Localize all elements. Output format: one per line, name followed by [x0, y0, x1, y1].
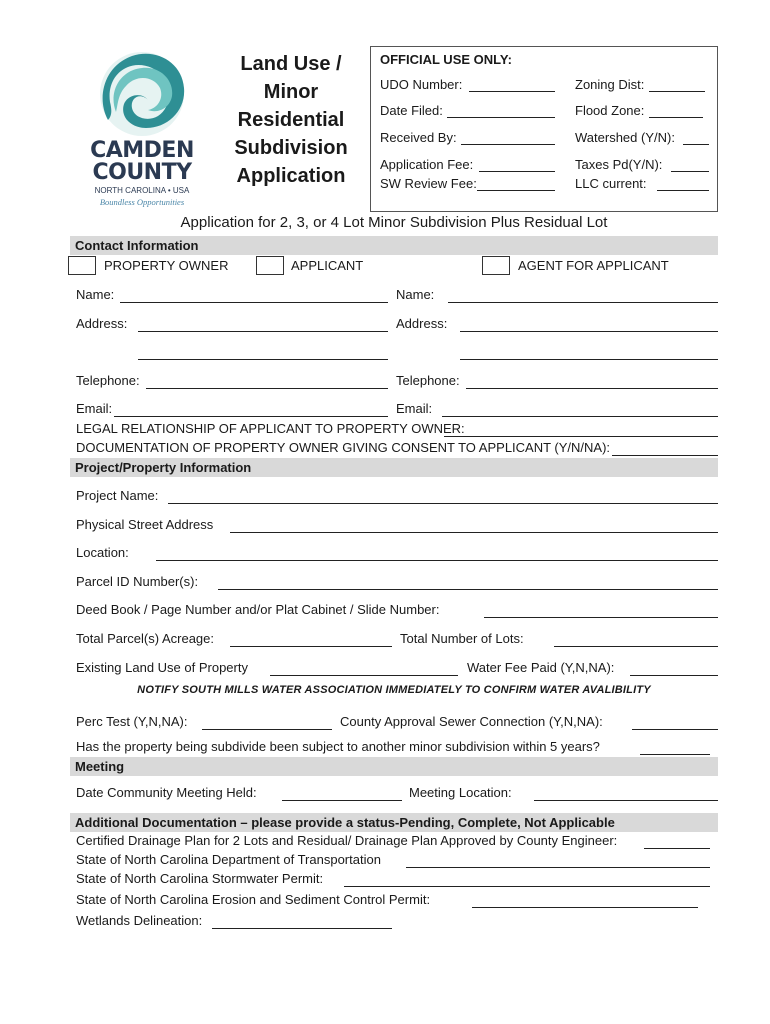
deed-label: Deed Book / Page Number and/or Plat Cabinet / Slide Number:	[76, 602, 440, 617]
title-line: Residential	[237, 109, 345, 131]
llc-field[interactable]	[657, 190, 709, 191]
applicant-address-label: Address:	[396, 316, 448, 331]
perc-label: Perc Test (Y,N,NA):	[76, 714, 188, 729]
title-line: Minor	[263, 81, 319, 103]
drainage-field[interactable]	[644, 848, 710, 849]
erosion-field[interactable]	[472, 907, 698, 908]
title-line: Application	[236, 165, 346, 187]
sw-fee-label: SW Review Fee:	[380, 176, 477, 191]
form-title	[226, 50, 356, 190]
owner-address-line2-field[interactable]	[138, 359, 388, 360]
land-use-field[interactable]	[270, 675, 458, 676]
owner-telephone-field[interactable]	[146, 388, 388, 389]
title-line: Land Use /	[240, 53, 342, 75]
lots-field[interactable]	[554, 646, 718, 647]
project-name-field[interactable]	[168, 503, 718, 504]
property-owner-checkbox[interactable]	[68, 256, 96, 275]
meeting-date-label: Date Community Meeting Held:	[76, 785, 257, 800]
owner-email-field[interactable]	[114, 416, 388, 417]
logo-name-line1: CAMDEN	[90, 138, 194, 163]
owner-name-field[interactable]	[120, 302, 388, 303]
sw-fee-field[interactable]	[477, 190, 555, 191]
parcel-id-label: Parcel ID Number(s):	[76, 574, 199, 589]
dot-field[interactable]	[406, 867, 710, 868]
relationship-label: LEGAL RELATIONSHIP OF APPLICANT TO PROPERTY OWNER:	[76, 421, 465, 436]
applicant-telephone-label: Telephone:	[396, 373, 460, 388]
agent-checkbox[interactable]	[482, 256, 510, 275]
wetlands-field[interactable]	[212, 928, 392, 929]
udo-label: UDO Number:	[380, 77, 463, 92]
stormwater-field[interactable]	[344, 886, 710, 887]
watershed-label: Watershed (Y/N):	[575, 130, 675, 145]
owner-name-label: Name:	[76, 287, 115, 302]
official-use-box	[370, 46, 718, 212]
street-label: Physical Street Address	[76, 517, 214, 532]
wave-icon	[86, 48, 198, 140]
contact-section-header	[70, 236, 718, 255]
received-label: Received By:	[380, 130, 457, 145]
water-fee-field[interactable]	[630, 675, 718, 676]
flood-field[interactable]	[649, 117, 703, 118]
app-fee-field[interactable]	[479, 171, 555, 172]
meeting-date-field[interactable]	[282, 800, 402, 801]
drainage-label: Certified Drainage Plan for 2 Lots and Residual/ Drainage Plan Approved by County Engineer:	[76, 833, 618, 848]
contact-heading: Contact Information	[75, 238, 199, 253]
logo-name-line2: COUNTY	[92, 160, 192, 185]
prior-subdivision-field[interactable]	[640, 754, 710, 755]
applicant-label: APPLICANT	[291, 258, 364, 273]
logo-state: NORTH CAROLINA • USA	[94, 186, 190, 195]
docs-section-header	[70, 813, 718, 832]
acreage-field[interactable]	[230, 646, 392, 647]
stormwater-label: State of North Carolina Stormwater Permit:	[76, 871, 324, 886]
street-field[interactable]	[230, 532, 718, 533]
owner-address-label: Address:	[76, 316, 128, 331]
date-filed-field[interactable]	[447, 117, 555, 118]
official-heading: OFFICIAL USE ONLY:	[380, 52, 512, 67]
received-field[interactable]	[461, 144, 555, 145]
meeting-heading: Meeting	[75, 759, 125, 774]
date-filed-label: Date Filed:	[380, 103, 443, 118]
applicant-telephone-field[interactable]	[466, 388, 718, 389]
property-owner-label: PROPERTY OWNER	[104, 258, 229, 273]
docs-heading: Additional Documentation – please provide a status-Pending, Complete, Not Applicable	[75, 815, 615, 830]
water-fee-label: Water Fee Paid (Y,N,NA):	[467, 660, 615, 675]
applicant-email-label: Email:	[396, 401, 433, 416]
applicant-email-field[interactable]	[442, 416, 718, 417]
consent-field[interactable]	[612, 455, 718, 456]
county-logo	[86, 48, 198, 208]
applicant-checkbox[interactable]	[256, 256, 284, 275]
meeting-location-label: Meeting Location:	[409, 785, 512, 800]
udo-field[interactable]	[469, 91, 555, 92]
land-use-label: Existing Land Use of Property	[76, 660, 248, 675]
dot-label: State of North Carolina Department of Transportation	[76, 852, 381, 867]
owner-address-field[interactable]	[138, 331, 388, 332]
taxes-label: Taxes Pd(Y/N):	[575, 157, 663, 172]
water-notice: NOTIFY SOUTH MILLS WATER ASSOCIATION IMMEDIATELY TO CONFIRM WATER AVALIBILITY	[137, 684, 651, 696]
erosion-label: State of North Carolina Erosion and Sediment Control Permit:	[76, 892, 431, 907]
agent-label: AGENT FOR APPLICANT	[518, 258, 669, 273]
consent-label: DOCUMENTATION OF PROPERTY OWNER GIVING CONSENT TO APPLICANT (Y/N/NA):	[76, 440, 611, 455]
applicant-name-label: Name:	[396, 287, 435, 302]
project-name-label: Project Name:	[76, 488, 159, 503]
owner-email-label: Email:	[76, 401, 113, 416]
form-subtitle: Application for 2, 3, or 4 Lot Minor Subdivision Plus Residual Lot	[180, 214, 608, 231]
applicant-address-field[interactable]	[460, 331, 718, 332]
zoning-label: Zoning Dist:	[575, 77, 645, 92]
sewer-label: County Approval Sewer Connection (Y,N,NA):	[340, 714, 603, 729]
acreage-label: Total Parcel(s) Acreage:	[76, 631, 215, 646]
project-section-header	[70, 458, 718, 477]
taxes-field[interactable]	[671, 171, 709, 172]
perc-field[interactable]	[202, 729, 332, 730]
sewer-field[interactable]	[632, 729, 718, 730]
project-heading: Project/Property Information	[75, 460, 252, 475]
owner-telephone-label: Telephone:	[76, 373, 140, 388]
deed-field[interactable]	[484, 617, 718, 618]
zoning-field[interactable]	[649, 91, 705, 92]
prior-subdivision-label: Has the property being subdivide been subject to another minor subdivision within 5 years?	[76, 739, 600, 754]
location-field[interactable]	[156, 560, 718, 561]
wetlands-label: Wetlands Delineation:	[76, 913, 203, 928]
relationship-field[interactable]	[444, 436, 718, 437]
meeting-section-header	[70, 757, 718, 776]
flood-label: Flood Zone:	[575, 103, 645, 118]
watershed-field[interactable]	[683, 144, 709, 145]
lots-label: Total Number of Lots:	[400, 631, 524, 646]
meeting-location-field[interactable]	[534, 800, 718, 801]
applicant-address-line2-field[interactable]	[460, 359, 718, 360]
parcel-id-field[interactable]	[218, 589, 718, 590]
llc-label: LLC current:	[575, 176, 647, 191]
title-line: Subdivision	[234, 137, 348, 159]
location-label: Location:	[76, 545, 129, 560]
applicant-name-field[interactable]	[448, 302, 718, 303]
logo-tagline: Boundless Opportunities	[99, 197, 185, 207]
app-fee-label: Application Fee:	[380, 157, 474, 172]
